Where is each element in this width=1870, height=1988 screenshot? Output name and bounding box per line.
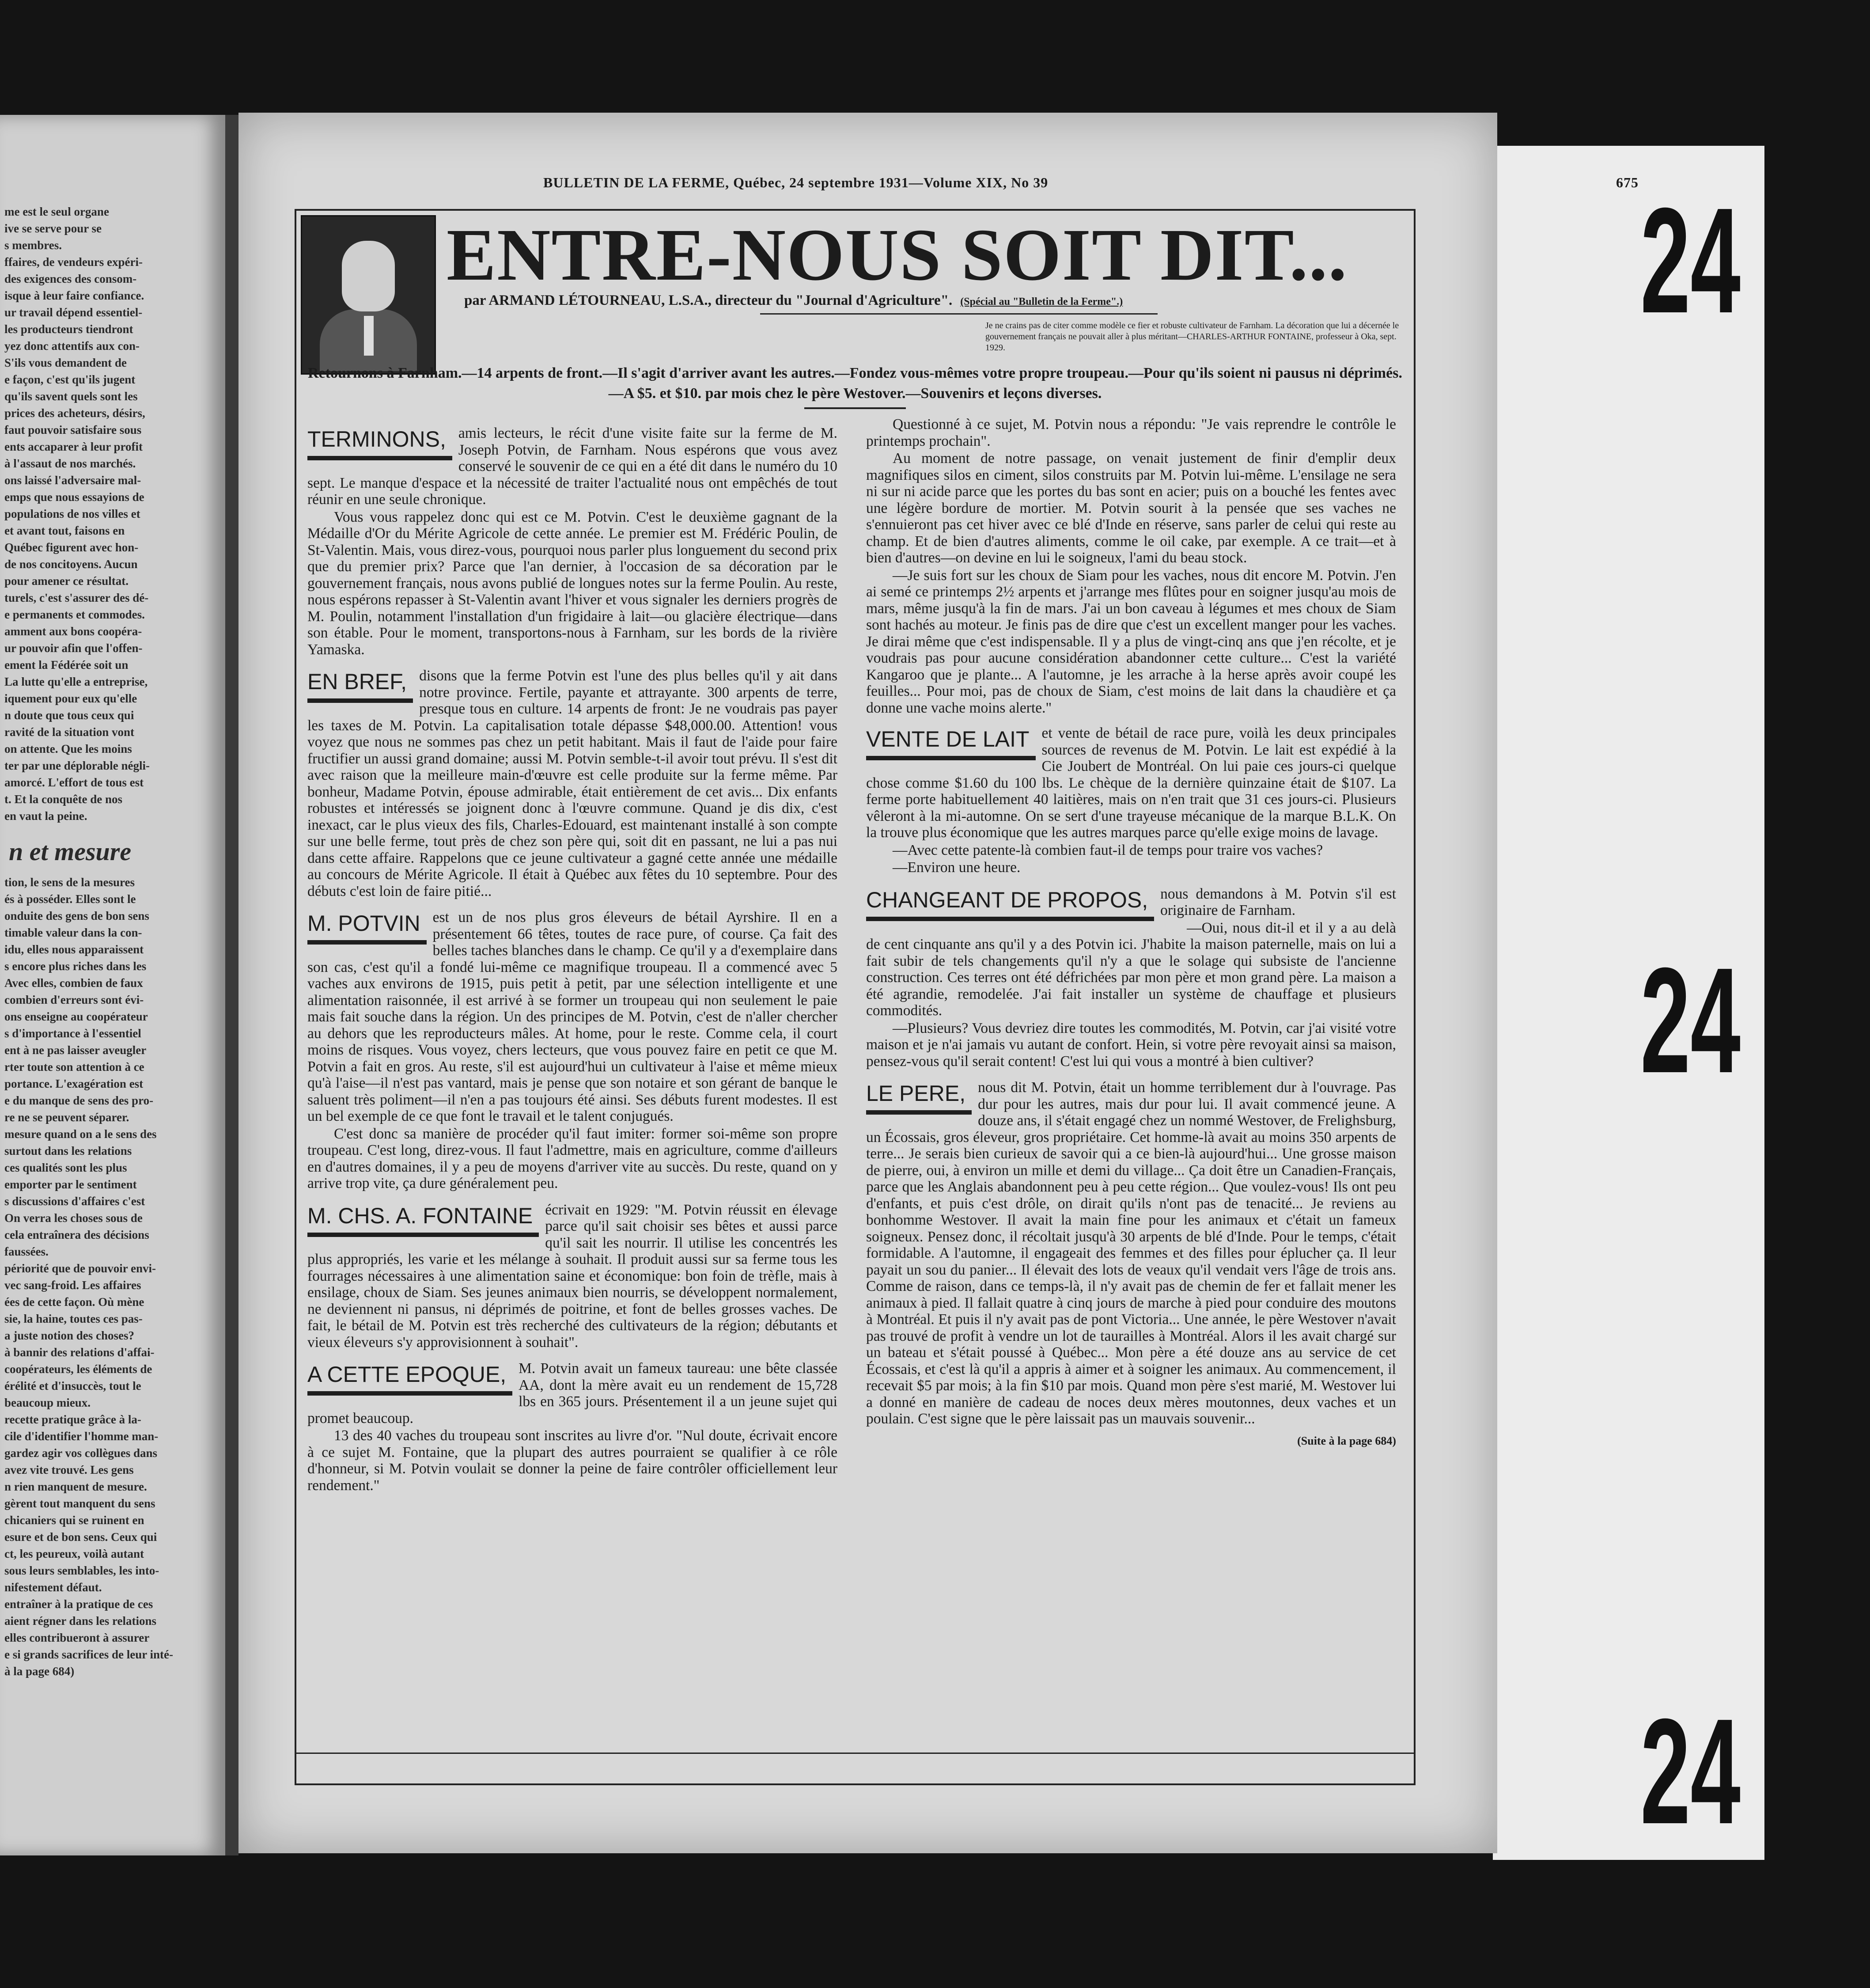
facing-page-line: S'ils vous demandent de bbox=[4, 356, 127, 369]
page-number: 675 bbox=[1616, 175, 1639, 190]
facing-page-line: avez vite trouvé. Les gens bbox=[4, 1463, 134, 1476]
section-title: LE PERE, bbox=[866, 1081, 972, 1115]
facing-page-line: amment aux bons coopéra- bbox=[4, 625, 142, 638]
facing-page-line: s d'importance à l'essentiel bbox=[4, 1027, 141, 1040]
facing-page-line: s membres. bbox=[4, 239, 62, 252]
section-paragraph: nous dit M. Potvin, était un homme terriblement dur à l'ouvrage. Pas dur pour les autres, mais dur pour lui. Il avait commencé jeune. A douze ans, il s'était engagé chez un nommé Westover, de Frelighsburg, un Écossais, gros éleveur, gros propriétaire. Cet homme-là avait au moins 350 arpents de terre... Je serais bien curieux de savoir qui a ce bien-là aujourd'hui... Une grosse maison de pierre, oui, à environ un mille et demi du village... Ça doit être un Canadien-Français, parce que les Anglais abandonnent peu à peu cette région... Que voulez-vous! Ils ont peu d'enfants, et puis c'est drôle, on dirait qu'ils n'ont pas de tenacité... Je reviens au bonhomme Westover. Il avait la main fine pour les animaux et c'était un fameux soigneux. Pensez donc, il récoltait jusqu'à 30 arpents de blé d'Inde. Pour le temps, c'était formidable. A l'automne, il engageait des femmes et des filles pour éplucher ça. Il leur payait un sou du panier... Il élevait des lots de veaux qu'il vendait vers l'âge de trois ans. Comme de raison, dans ce temps-là, il n'y avait pas de chemin de fer et fallait mener les animaux à pied. Il fallait quatre à cinq jours de marche à pied pour conduire des moutons à Montréal. Et puis il n'y avait pas de pont Victoria... Une année, le père Westover n'avait pas trouvé de profit à vendre un lot de taurailles à Montréal. Alors il les avait chargé sur un bateau et s'était poussé à Québec... Mon père a été douze ans au service de cet Écossais, et c'est là qu'il a appris à aimer et à soigner les animaux. Au commencement, il recevait $5 par mois; à la fin $10 par mois. Quand mon père s'est marié, M. Westover lui a donné en manière de cadeau de noces deux mères moutonnes, deux vaches et un poulain. C'est signe que le père laissait pas un mauvais souvenir... bbox=[866, 1079, 1396, 1427]
section-title: CHANGEANT DE PROPOS, bbox=[866, 888, 1154, 921]
facing-page-line: s encore plus riches dans les bbox=[4, 960, 147, 973]
column-right bbox=[866, 416, 1396, 1449]
facing-page-line: à bannir des relations d'affai- bbox=[4, 1346, 155, 1359]
facing-page-line: onduite des gens de bon sens bbox=[4, 909, 149, 922]
article-frame bbox=[295, 209, 1416, 1785]
facing-page-line: e du manque de sens des pro- bbox=[4, 1094, 154, 1107]
section-paragraph: écrivait en 1929: "M. Potvin réussit en élevage parce qu'il sait choisir ses bêtes et aussi parce qu'il sait les nourrir. Il utilise les concentrés les plus appropriés, les varie et les mélange à souhait. Il produit aussi sur sa ferme tous les fourrages nécessaires à une alimentation saine et économique: bon foin de trèfle, mais à ensilage, choux de Siam. Ses jeunes animaux bien nourris, se développent normalement, ne deviennent ni pansus, ni déprimés de poitrine, et font de belles grosses vaches. De fait, le bétail de M. Potvin est très recherché des cultivateurs de la région; débutants et vieux éleveurs s'y approvisionnent à souhait". bbox=[307, 1201, 837, 1351]
facing-page-line: ent à ne pas laisser aveugler bbox=[4, 1043, 147, 1057]
facing-page-line: cela entraînera des décisions bbox=[4, 1228, 149, 1241]
section-paragraph: M. Potvin avait un fameux taureau: une bête classée AA, dont la mère avait eu un rendement de 15,728 lbs en 365 jours. Présentement il a un jeune sujet qui promet beaucoup. bbox=[307, 1360, 837, 1427]
article-summary: Retournons à Farnham.—14 arpents de front.—Il s'agit d'arriver avant les autres.—Fondez vous-mêmes votre propre troupeau.—Pour qu'ils soient ni pausus ni déprimés.—A $5. et $10. par mois chez le père Westover.—Souvenirs et leçons diverses. bbox=[308, 365, 1402, 402]
section-paragraph: Vous vous rappelez donc qui est ce M. Potvin. C'est le deuxième gagnant de la Médaille d'Or du Mérite Agricole de cette année. Le premier est M. Frédéric Poulin, de St-Valentin. Mais, vous direz-vous, pourquoi nous parler plus longuement du second prix que du premier prix? Parce que l'an dernier, à l'occasion de sa décoration par le gouvernement français, nous avons publié de longues notes sur la ferme Poulin. Au reste, nous espérons repasser à St-Valentin avant l'hiver et vous signaler les derniers progrès de M. Poulin, notamment l'installation d'un frigidaire à lait—ou glacière électrique—dans son étable. Pour le moment, transportons-nous à Farnham, sur les bords de la rivière Yamaska. bbox=[307, 508, 837, 658]
intro-paragraph: Au moment de notre passage, on venait justement de finir d'emplir deux magnifiques silos en ciment, silos construits par M. Potvin lui-même. L'ensilage ne sera ni sur ni acide parce que les portes du bas sont en acier; puis on a bouché les fentes avec une légère bordure de mortier. M. Potvin sourit à la pensée que ses vaches ne s'ennuieront pas cet hiver avec ce blé d'Inde en réserve, sans parler de celui qui reste au champ. Et de bien d'autres aliments, comme le oil cake, par exemple. A ce trait—et à bien d'autres—on devine en lui le soigneux, l'ami du beau stock. bbox=[866, 450, 1396, 566]
article-section bbox=[866, 725, 1396, 877]
facing-page-line: e permanents et commodes. bbox=[4, 608, 145, 621]
facing-page-line: périorité que de pouvoir envi- bbox=[4, 1262, 156, 1275]
section-title: EN BREF, bbox=[307, 669, 413, 703]
facing-page-line: n rien manquent de mesure. bbox=[4, 1480, 147, 1493]
column-left bbox=[307, 416, 837, 1495]
section-title: A CETTE EPOQUE, bbox=[307, 1362, 512, 1396]
newspaper-page bbox=[238, 113, 1639, 1853]
article-headline: ENTRE-NOUS SOIT DIT... bbox=[447, 214, 1348, 296]
author-portrait bbox=[301, 215, 436, 375]
facing-page-line: mesure quand on a le sens des bbox=[4, 1127, 157, 1141]
facing-page-line: ffaires, de vendeurs expéri- bbox=[4, 255, 143, 269]
article-section bbox=[307, 1202, 837, 1352]
facing-page-line: t. Et la conquête de nos bbox=[4, 793, 123, 806]
facing-page-line: emporter par le sentiment bbox=[4, 1178, 137, 1191]
facing-page-line: coopérateurs, les éléments de bbox=[4, 1362, 152, 1376]
facing-page-line: prices des acheteurs, désirs, bbox=[4, 406, 145, 420]
facing-page-line: ons enseigne au coopérateur bbox=[4, 1010, 148, 1023]
facing-page-line: à la page 684) bbox=[4, 1665, 75, 1678]
continued-notice: (Suite à la page 684) bbox=[1297, 1434, 1396, 1447]
section-paragraph: —Plusieurs? Vous devriez dire toutes les commodités, M. Potvin, car j'ai visité votre maison et je n'ai jamais vu autant de confort. Hein, si votre père revoyait ainsi sa maison, pensez-vous qu'il serait content! C'est lui qui vous a montré à bien cultiver? bbox=[866, 1020, 1396, 1070]
facing-page-line: re ne se peuvent séparer. bbox=[4, 1111, 129, 1124]
facing-page-line: La lutte qu'elle a entreprise, bbox=[4, 675, 148, 688]
section-title: VENTE DE LAIT bbox=[866, 727, 1036, 760]
article-section bbox=[307, 1360, 837, 1495]
facing-page-line: les producteurs tiendront bbox=[4, 322, 133, 336]
facing-page-line: en vaut la peine. bbox=[4, 809, 87, 823]
section-paragraph: 13 des 40 vaches du troupeau sont inscrites au livre d'or. "Nul doute, écrivait encore à ce sujet M. Fontaine, que la plupart des autres pourraient se qualifier à ce rôle d'honneur, si M. Potvin voulait se donner la peine de faire contrôler officiellement leur rendement." bbox=[307, 1427, 837, 1494]
facing-page-line: ents accaparer à leur profit bbox=[4, 440, 143, 453]
facing-page-line: sous leurs semblables, les into- bbox=[4, 1564, 159, 1577]
facing-page-line: Québec figurent avec hon- bbox=[4, 541, 139, 554]
facing-page-line: nifestement défaut. bbox=[4, 1581, 102, 1594]
facing-page-line: gèrent tout manquent du sens bbox=[4, 1497, 155, 1510]
facing-page-line: faussées. bbox=[4, 1245, 49, 1258]
facing-page-line: on attente. Que les moins bbox=[4, 742, 132, 755]
facing-page-line: des exigences des consom- bbox=[4, 272, 137, 285]
facing-page-line: à l'assaut de nos marchés. bbox=[4, 457, 136, 470]
facing-page-line: a juste notion des choses? bbox=[4, 1329, 135, 1342]
page-stamp-middle: 24 bbox=[1640, 937, 1741, 1104]
facing-page-line: s discussions d'affaires c'est bbox=[4, 1195, 145, 1208]
facing-page-heading: n et mesure bbox=[9, 837, 132, 866]
section-paragraph: C'est donc sa manière de procéder qu'il faut imiter: former soi-même son propre troupeau. C'est long, direz-vous. Il faut l'admettre, mais en agriculture, comme d'ailleurs en d'autres domaines, il y a peu de moyens d'arriver vite au succès. Du reste, quand on y arrive trop vite, ça dure généralement peu. bbox=[307, 1125, 837, 1191]
facing-page-line: e si grands sacrifices de leur inté- bbox=[4, 1648, 173, 1661]
facing-page-line: ement la Fédérée soit un bbox=[4, 658, 129, 672]
intro-paragraph: Questionné à ce sujet, M. Potvin nous a répondu: "Je vais reprendre le contrôle le printemps prochain". bbox=[866, 416, 1396, 449]
article-epigraph: Je ne crains pas de citer comme modèle ce fier et robuste cultivateur de Farnham. La décoration que lui a décernée le gouvernement français ne pouvait aller à plus méritant—CHARLES-ARTHUR FONTAINE, professeur à Oka, sept. 1929. bbox=[985, 321, 1399, 353]
facing-page-line: emps que nous essayions de bbox=[4, 490, 144, 504]
facing-page-line: gardez agir vos collègues dans bbox=[4, 1446, 157, 1460]
facing-page-line: e façon, c'est qu'ils jugent bbox=[4, 373, 136, 386]
facing-page-line: recette pratique grâce à la- bbox=[4, 1413, 141, 1426]
facing-page-line: turels, c'est s'assurer des dé- bbox=[4, 591, 149, 604]
facing-page-line: tion, le sens de la mesures bbox=[4, 876, 135, 889]
facing-page-line: érélité et d'insuccès, tout le bbox=[4, 1379, 141, 1392]
facing-page-line: iquement pour eux qu'elle bbox=[4, 692, 137, 705]
section-title: TERMINONS, bbox=[307, 427, 452, 460]
facing-page-line: ur travail dépend essentiel- bbox=[4, 306, 143, 319]
facing-page-line: et avant tout, faisons en bbox=[4, 524, 125, 537]
facing-page-line: me est le seul organe bbox=[4, 205, 109, 218]
facing-page-line: aient régner dans les relations bbox=[4, 1614, 156, 1628]
facing-page-line: beaucoup mieux. bbox=[4, 1396, 91, 1409]
summary-rule bbox=[804, 407, 906, 409]
facing-page-line: chicaniers qui se ruinent en bbox=[4, 1514, 144, 1527]
article-section bbox=[866, 1079, 1396, 1428]
section-title: M. CHS. A. FONTAINE bbox=[307, 1203, 539, 1237]
facing-page-line: és à posséder. Elles sont le bbox=[4, 892, 136, 906]
facing-page-line: isque à leur faire confiance. bbox=[4, 289, 144, 302]
article-section bbox=[866, 886, 1396, 1071]
article-byline bbox=[464, 292, 1123, 309]
facing-page-line: pour amener ce résultat. bbox=[4, 574, 129, 588]
facing-page-line: yez donc attentifs aux con- bbox=[4, 339, 140, 353]
facing-page-line: combien d'erreurs sont évi- bbox=[4, 993, 144, 1006]
section-paragraph: est un de nos plus gros éleveurs de bétail Ayrshire. Il en a présentement 66 têtes, toutes de race pure, of course. Ça fait des belles taches blanches dans le champ. Ce qu'il y a d'exemplaire dans son cas, c'est qu'il a fondé lui-même ce magnifique troupeau. Il a commencé avec 5 vaches aux environs de 1915, puis petit à petit, par une sélection intelligente et une alimentation raisonnée, il est arrivé à se former un troupeau qui non seulement le paie mais fait souche dans la région. Un des principes de M. Potvin, c'est de n'aller chercher au dehors que les reproducteurs mâles. At home, pour le reste. Comme cela, il court moins de risques. Vous voyez, chers lecteurs, que vous pouvez faire en petit ce que M. Potvin a fait en gros. Au reste, s'il est aujourd'hui un cultivateur à l'aise et même mieux qu'à l'aise—il n'est pas vantard, mais je pense que son notaire et son gérant de banque le saluent très poliment—il n'en a pas toujours été ainsi. Ses débuts furent modestes. Il est un bel exemple de ce que font le travail et le talent conjugués. bbox=[307, 909, 837, 1124]
facing-page-line: cile d'identifier l'homme man- bbox=[4, 1430, 159, 1443]
page-gutter bbox=[225, 115, 238, 1855]
byline-special: (Spécial au "Bulletin de la Ferme".) bbox=[960, 296, 1123, 307]
section-paragraph: nous demandons à M. Potvin s'il est originaire de Farnham. bbox=[1160, 885, 1396, 918]
facing-page-line: rter toute son attention à ce bbox=[4, 1060, 144, 1074]
facing-page-line: populations de nos villes et bbox=[4, 507, 140, 520]
article-section bbox=[307, 668, 837, 900]
bottom-rule bbox=[296, 1753, 1414, 1754]
facing-page-line: vec sang-froid. Les affaires bbox=[4, 1279, 141, 1292]
facing-page-line: amorcé. L'effort de tous est bbox=[4, 776, 144, 789]
section-paragraph: disons que la ferme Potvin est l'une des plus belles qu'il y ait dans notre province. Fertile, payante et attrayante. 300 arpents de terre, presque tous en culture. 14 arpents de front: Je ne voudrais pas payer les taxes de M. Potvin. La capitalisation totale dépasse $48,000.00. Attention! vous voyez que nous ne sommes pas chez un petit habitant. Mais il faut de l'aide pour faire fructifier un aussi grand domaine; aussi M. Potvin semble-t-il avoir tout prévu. Il s'est dit avec raison que la meilleure main-d'œuvre est celle produite sur la ferme même. Par bonheur, Madame Potvin, épouse admirable, était entièrement de cet avis... Dix enfants robustes et intéressés se joignent donc à l'œuvre commune. Quand je dis dix, c'est inexact, car le plus vieux des fils, Charles-Edouard, est maintenant installé à son compte sur une belle ferme, tout près de chez son père qui, soit dit en passant, ne lui a pas nui dans cette affaire. Rappelons que ce jeune cultivateur a gagné cette année une médaille au concours de Mérite Agricole. Il était à Québec aux fêtes du 10 septembre. Pour des débuts c'est loin de faire pitié... bbox=[307, 668, 837, 899]
section-paragraph: amis lecteurs, le récit d'une visite faite sur la ferme de M. Joseph Potvin, de Farnham. Nous espérons que vous avez conservé le souvenir de ce qui en a été dit dans le numéro du 10 sept. Le manque d'espace et la nécessité de traiter l'actualité nous ont empêchés de tout réunir en une seule chronique. bbox=[307, 425, 837, 508]
facing-page-line: ur pouvoir afin que l'offen- bbox=[4, 641, 143, 655]
facing-page-line: de nos concitoyens. Aucun bbox=[4, 558, 138, 571]
section-paragraph: —Oui, nous dit-il et il y a au delà de cent cinquante ans qu'il y a des Potvin ici. J'habite la maison paternelle, mais on lui a fait subir de tels changements qu'il n'y a que le solage qui subsiste de l'ancienne construction. Ces terres ont été défrichées par mon père et mon grand père. La maison a été agrandie, remodelée. J'ai fait installer un système de chauffage et plusieurs commodités. bbox=[866, 919, 1396, 1019]
facing-page-line: surtout dans les relations bbox=[4, 1144, 132, 1157]
facing-page-line: sie, la haine, toutes ces pas- bbox=[4, 1312, 143, 1325]
section-paragraph: —Avec cette patente-là combien faut-il de temps pour traire vos vaches? bbox=[893, 842, 1323, 858]
facing-page-left bbox=[0, 115, 225, 1855]
article-section bbox=[307, 425, 837, 659]
facing-page-line: faut pouvoir satisfaire sous bbox=[4, 423, 142, 436]
facing-page-line: ons laissé l'adversaire mal- bbox=[4, 474, 141, 487]
facing-page-line: ive se serve pour se bbox=[4, 222, 102, 235]
facing-page-line: ct, les peureux, voilà autant bbox=[4, 1547, 144, 1560]
intro-paragraph: —Je suis fort sur les choux de Siam pour les vaches, nous dit encore M. Potvin. J'en ai semé ce printemps 2½ arpents et j'arrange mes flûtes pour en soigner jusqu'au mois de mars, même jusqu'à la fin de mars. J'ai un bon caveau à légumes et mes choux de Siam sont hachés au moteur. Je finis pas de dire que c'est un excellent manger pour les vaches. Je dirai même que c'est indispensable. Il y a plus de vingt-cinq ans que j'en récolte, et je voudrais pas pour aucune considération abandonner cette culture... C'est la variété Kangaroo que je plante... A l'automne, je les arrache à la herse après avoir coupé les feuilles... Pour moi, pas de choux de Siam, c'est moins de lait dans la chaudière et ça donne une vache moins alerte." bbox=[866, 567, 1396, 716]
facing-page-text bbox=[4, 203, 181, 1680]
facing-page-line: ées de cette façon. Où mène bbox=[4, 1295, 144, 1309]
section-paragraph: et vente de bétail de race pure, voilà les deux principales sources de revenus de M. Potvin. Le lait est expédié à la Cie Joubert de Montréal. On lui paie ces jours-ci quelque chose comme $1.60 du 100 lbs. Le chèque de la dernière quinzaine était de $107. La ferme porte habituellement 40 laitières, mais on n'en trait que 31 ces jours-ci. Plusieurs vêleront à la mi-automne. On se sert d'une trayeuse mécanique de la marque B.L.K. On la trouve plus économique que les autres marques parce qu'elle exige moins de lavage. bbox=[866, 725, 1396, 841]
facing-page-line: ter par une déplorable négli- bbox=[4, 759, 150, 772]
page-stamp-bottom: 24 bbox=[1640, 1688, 1741, 1855]
section-paragraph: —Environ une heure. bbox=[893, 859, 1021, 876]
facing-page-line: esure et de bon sens. Ceux qui bbox=[4, 1530, 157, 1544]
facing-page-line: portance. L'exagération est bbox=[4, 1077, 144, 1090]
facing-page-line: n doute que tous ceux qui bbox=[4, 709, 134, 722]
facing-page-line: ces qualités sont les plus bbox=[4, 1161, 127, 1174]
facing-page-line: elles contribueront à assurer bbox=[4, 1631, 150, 1644]
facing-page-line: On verra les choses sous de bbox=[4, 1211, 143, 1225]
running-head-title: BULLETIN DE LA FERME, Québec, 24 septembre 1931—Volume XIX, No 39 bbox=[543, 175, 1049, 190]
facing-page-line: Avec elles, combien de faux bbox=[4, 976, 143, 990]
facing-page-line: ravité de la situation vont bbox=[4, 725, 134, 739]
byline-text: par ARMAND LÉTOURNEAU, L.S.A., directeur du "Journal d'Agriculture". bbox=[464, 292, 953, 308]
facing-page-line: idu, elles nous apparaissent bbox=[4, 943, 144, 956]
page-stamp-top: 24 bbox=[1640, 177, 1741, 345]
facing-page-line: qu'ils savent quels sont les bbox=[4, 390, 138, 403]
facing-page-line: timable valeur dans la con- bbox=[4, 926, 142, 939]
section-title: M. POTVIN bbox=[307, 911, 427, 945]
facing-page-line: entraîner à la pratique de ces bbox=[4, 1597, 153, 1611]
article-section bbox=[307, 909, 837, 1193]
byline-rule bbox=[760, 313, 1158, 315]
